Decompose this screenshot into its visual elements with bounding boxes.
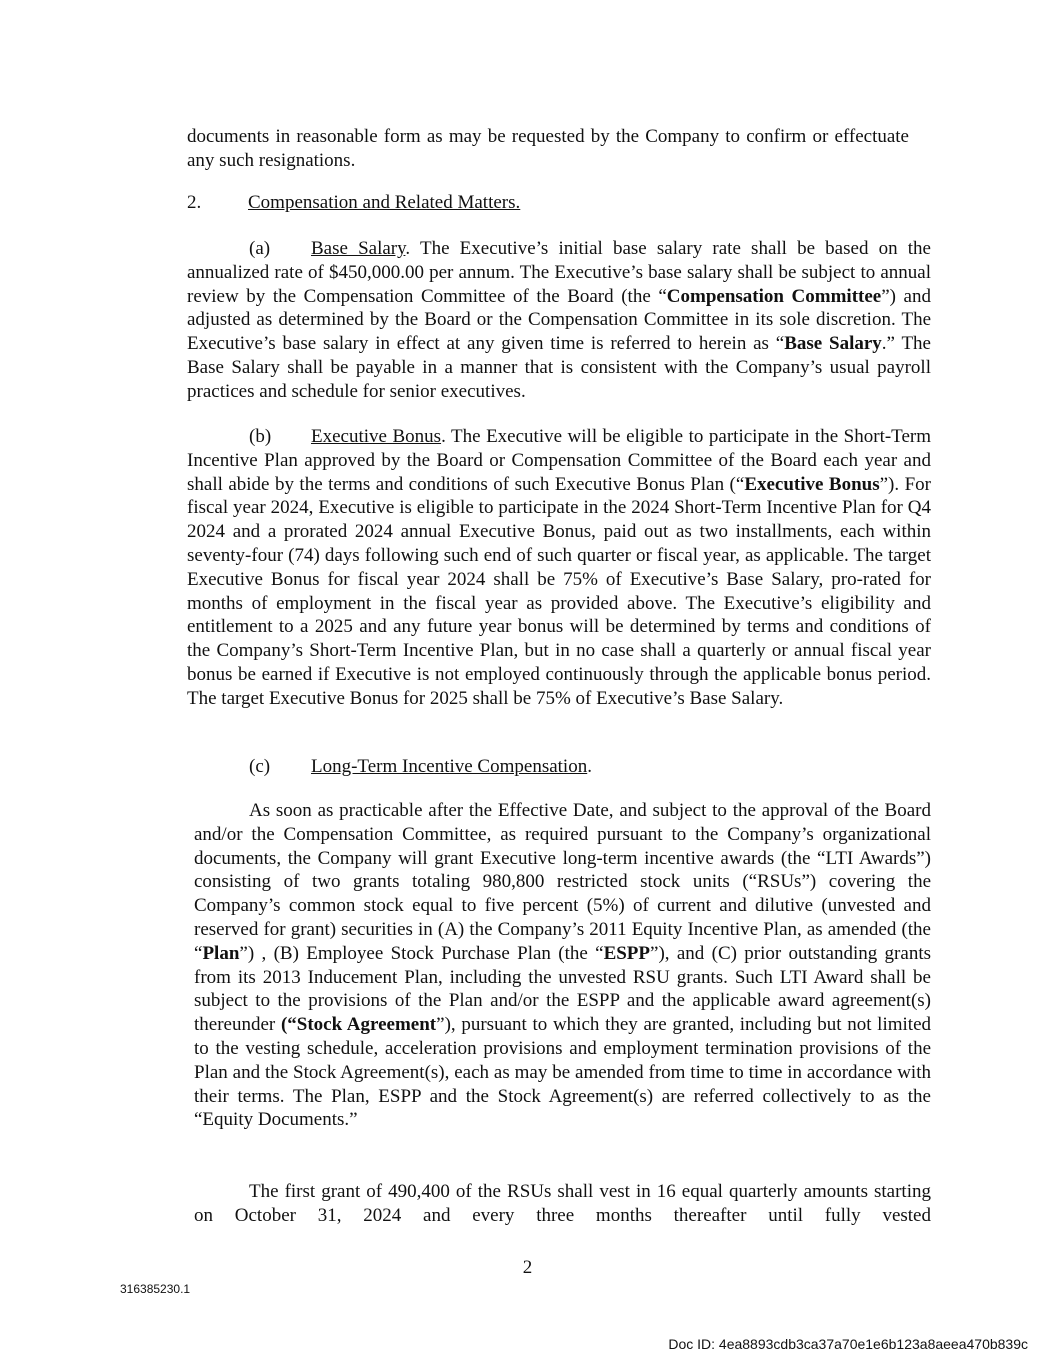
- base-salary-title: Base Salary: [311, 238, 406, 259]
- executive-bonus-paragraph: [187, 425, 931, 711]
- lti-awards-paragraph: [194, 799, 931, 1132]
- lti-title: Long-Term Incentive Compensation: [311, 756, 588, 777]
- page-number: 2: [522, 1257, 533, 1278]
- lti-title-suffix: .: [587, 756, 592, 777]
- plan-term: Plan: [202, 942, 240, 964]
- espp-term: ESPP: [603, 942, 651, 964]
- lti-awards-text-3: ”), and (C) prior outstanding grants from its 2013 Inducement Plan, including the unvested RSU grants. Such LTI Award shall be subject to the provisions of the Plan and/or the ESPP and the applicable award agreement(s) thereunder: [194, 942, 931, 1036]
- executive-bonus-term: Executive Bonus: [744, 473, 880, 495]
- document-number: 316385230.1: [120, 1282, 191, 1296]
- lti-label: (c): [249, 756, 271, 777]
- base-salary-paragraph: [187, 237, 931, 404]
- compensation-committee-term: Compensation Committee: [666, 285, 882, 307]
- doc-id: Doc ID: 4ea8893cdb3ca37a70e1e6b123a8aeea470b839c: [668, 1336, 1028, 1352]
- base-salary-term: Base Salary: [784, 333, 882, 355]
- base-salary-text-3: .” The Base Salary shall be payable in a manner that is consistent with the Company’s usual payroll practices and schedule for senior executives.: [187, 333, 931, 402]
- executive-bonus-label: (b): [249, 426, 272, 447]
- section-heading: [187, 191, 520, 215]
- lti-heading-paragraph: [187, 755, 931, 779]
- lti-awards-text-4: ”), pursuant to which they are granted, including but not limited to the vesting schedule, acceleration provisions and employment termination provisions of the Plan and the Stock Agreement(s), each as may be amended from time to time in accordance with their terms. The Plan, ESPP and the Stock Agreement(s) are referred collectively to as the “Equity Documents.”: [194, 1014, 932, 1131]
- lti-awards-text-2: ”) , (B) Employee Stock Purchase Plan (the “: [239, 942, 604, 964]
- base-salary-text-1: . The Executive’s initial base salary rate shall be based on the annualized rate of $450,000.00 per annum. The Executive’s base salary shall be subject to annual review by the Compensation Committee of the Board (the “: [187, 238, 931, 307]
- section-title: Compensation and Related Matters.: [248, 192, 521, 213]
- base-salary-text-2: ”) and adjusted as determined by the Board or the Compensation Committee in its sole discretion. The Executive’s base salary in effect at any given time is referred to herein as “: [187, 285, 931, 355]
- first-grant-paragraph: [194, 1180, 931, 1228]
- stock-agreement-term: (“Stock Agreement: [280, 1014, 437, 1036]
- executive-bonus-text-1: . The Executive will be eligible to participate in the Short-Term Incentive Plan approved by the Board or Compensation Committee of the Board each year and shall abide by the terms and conditions of such Executive Bonus Plan (“: [187, 426, 931, 495]
- intro-text: documents in reasonable form as may be requested by the Company to confirm or effectuate any such resignations.: [187, 126, 909, 171]
- intro-paragraph: [187, 125, 909, 173]
- section-number: 2.: [187, 192, 202, 213]
- base-salary-label: (a): [249, 238, 271, 259]
- first-grant-text: The first grant of 490,400 of the RSUs shall vest in 16 equal quarterly amounts starting on October 31, 2024 and every three months thereafter until fully vested: [194, 1181, 931, 1226]
- executive-bonus-text-2: ”). For fiscal year 2024, Executive is eligible to participate in the 2024 Short-Term Incentive Plan for Q4 2024 and a prorated 2024 annual Executive Bonus, paid out as two installments, each within seventy-four (74) days following such end of such quarter or fiscal year, as applicable. The target Executive Bonus for fiscal year 2024 shall be 75% of Executive’s Base Salary, pro-rated for months of employment in the fiscal year as provided above. The Executive’s eligibility and entitlement to a 2025 and any future year bonus will be determined by terms and conditions of the Company’s Short-Term Incentive Plan, but in no case shall a quarterly or annual fiscal year bonus be earned if Executive is not employed continuously through the applicable bonus period. The target Executive Bonus for 2025 shall be 75% of Executive’s Base Salary.: [187, 473, 931, 709]
- lti-awards-text-1: As soon as practicable after the Effective Date, and subject to the approval of the Board and/or the Compensation Committee, as required pursuant to the Company’s organizational documents, the Company will grant Executive long-term incentive awards (the “LTI Awards”) consisting of two grants totaling 980,800 restricted stock units (“RSUs”) covering the Company’s common stock equal to five percent (5%) of current and dilutive (unvested and reserved for grant) securities in (A) the Company’s 2011 Equity Incentive Plan, as amended (the “: [194, 800, 931, 964]
- executive-bonus-title: Executive Bonus: [311, 426, 442, 447]
